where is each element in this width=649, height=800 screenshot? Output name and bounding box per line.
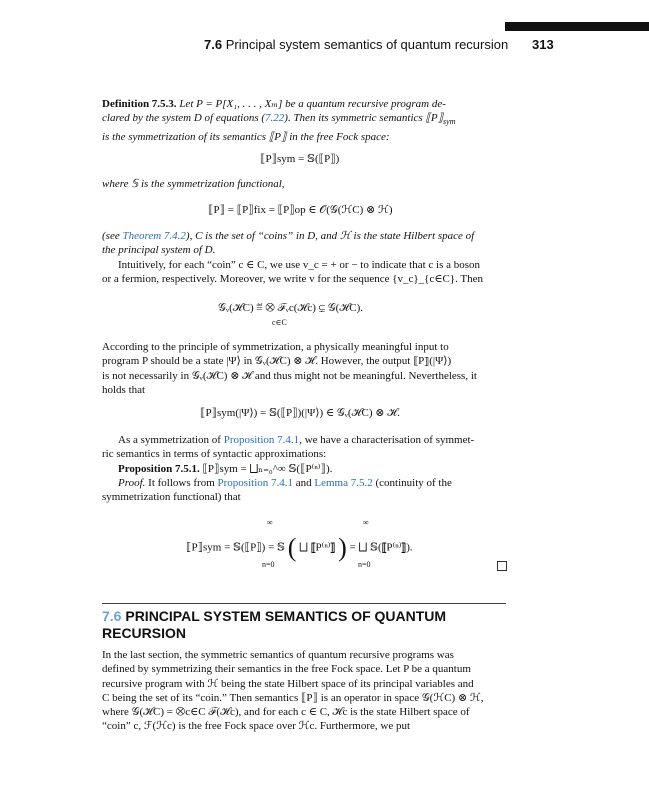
section-title-line1: PRINCIPAL SYSTEM SEMANTICS OF QUANTUM: [125, 608, 447, 624]
proposition-ref-link[interactable]: Proposition 7.4.1: [223, 434, 300, 446]
section-paragraph: [102, 648, 506, 734]
open-paren: (: [287, 533, 297, 562]
last-line1: In the last section, the symmetric semantics of quantum recursive programs was: [102, 649, 454, 661]
section-title-line2: RECURSION: [102, 625, 187, 641]
char-line1b: , we have a characterisation of symmet-: [299, 434, 475, 446]
proof-label: Proof.: [118, 476, 146, 489]
proposition-statement: ⟦P⟧sym = ⨆ₙ₌₀^∞ 𝕊(⟦P⁽ⁿ⁾⟧).: [202, 462, 333, 475]
header-bar: [505, 22, 649, 31]
running-header: [204, 37, 508, 52]
intuition-line2: or a fermion, respectively. Moreover, we write v for the sequence {v_c}_{c∈C}. Then: [102, 273, 483, 286]
section-rule: [102, 603, 506, 604]
proof-text-b: and: [293, 476, 315, 489]
sup-limit-bottom: n=0: [262, 560, 275, 569]
proof-proposition-link[interactable]: Proposition 7.4.1: [217, 476, 293, 489]
page-number: 313: [532, 37, 554, 52]
definition-sym-subscript: sym: [443, 117, 456, 127]
definition-line2b: ). Then its symmetric semantics ⟦P⟧: [284, 112, 444, 125]
last-line6: “coin” c, ℱ(ℋc) is the free Fock space over ℋc. Furthermore, we put: [102, 720, 411, 733]
equation-semantics: ⟦P⟧ = ⟦P⟧fix = ⟦P⟧op ∈ 𝒪(𝒢(ℋC) ⊗ ℋ): [208, 204, 393, 216]
char-line1a: As a symmetrization of: [118, 434, 224, 446]
proof-text-a: It follows from: [145, 476, 218, 489]
sup-limit-top-2: ∞: [363, 518, 369, 527]
sup-limit-bottom-2: n=0: [358, 560, 371, 569]
eq5-inner: ⨆ ⟦P⁽ⁿ⁾⟧: [299, 541, 336, 554]
intuition-paragraph: [102, 258, 506, 287]
header-section-title: Principal system semantics of quantum recursion: [225, 37, 509, 52]
definition-line3: is the symmetrization of its semantics ⟦P⟧ in the free Fock space:: [102, 130, 390, 143]
section-number: 7.6: [102, 608, 122, 624]
definition-block: [102, 97, 506, 144]
characterisation-paragraph: [102, 433, 506, 504]
principle-paragraph: [102, 340, 506, 397]
theorem-ref-link[interactable]: Theorem 7.4.2: [122, 230, 186, 242]
see-theorem-block: [102, 229, 506, 258]
char-line2: ric semantics in terms of syntactic approximations:: [102, 448, 327, 461]
where-symmetrization: where 𝕊 is the symmetrization functional,: [102, 178, 285, 190]
principle-line1: According to the principle of symmetrization, a physically meaningful input to: [102, 341, 449, 353]
qed-box: [497, 561, 507, 571]
last-line3: recursive program with ℋ being the state Hilbert space of its principal variables and: [102, 677, 474, 690]
see-prefix: (see: [102, 230, 123, 242]
proof-text-d: symmetrization functional) that: [102, 491, 241, 504]
see-text: ), C is the set of “coins” in D, and ℋ is the state Hilbert space of: [185, 230, 475, 242]
section-heading: [102, 608, 506, 642]
proof-text-c: (continuity of the: [372, 476, 452, 489]
proposition-label: Proposition 7.5.1.: [118, 462, 200, 475]
definition-line1: Let P = P[X₁, . . . , Xₘ] be a quantum recursive program de-: [179, 98, 446, 110]
last-line5: where 𝒢(ℋC) = ⨂c∈C ℱ(ℋc), and for each c ∈ C, ℋc is the state Hilbert space of: [102, 706, 470, 719]
last-line4: C being the set of its “coin.” Then semantics ⟦P⟧ is an operator in space 𝒢(ℋC) ⊗ ℋ,: [102, 691, 484, 704]
principle-line4: holds that: [102, 383, 146, 396]
equation-output-symmetric: ⟦P⟧sym(|Ψ⟩) = 𝕊(⟦P⟧)(|Ψ⟩) ∈ 𝒢ᵥ(ℋC) ⊗ ℋ.: [200, 407, 400, 419]
lemma-ref-link[interactable]: Lemma 7.5.2: [314, 476, 373, 489]
definition-line2a: clared by the system D of equations (: [102, 112, 266, 125]
eq5-left: ⟦P⟧sym = 𝕊(⟦P⟧) = 𝕊: [186, 541, 285, 554]
equation-symmetric-fock-space: 𝒢ᵥ(ℋC) ≝ ⨂ ℱᵥc(ℋc) ⊊ 𝒢(ℋC).: [218, 302, 364, 314]
equation-symmetric-semantics: ⟦P⟧sym = 𝕊(⟦P⟧): [260, 153, 340, 165]
close-paren: ): [338, 533, 347, 562]
equation-symmetric-limit: [186, 533, 413, 563]
tensor-index: c∈C: [272, 318, 287, 327]
see-text-end: the principal system of D.: [102, 244, 216, 257]
principle-line3: is not necessarily in 𝒢ᵥ(ℋC) ⊗ ℋ and thus might not be meaningful. Nevertheless, it: [102, 369, 477, 382]
equation-ref-link[interactable]: 7.22: [265, 112, 285, 125]
header-section-number: 7.6: [204, 37, 223, 52]
sup-limit-top: ∞: [267, 518, 273, 527]
intuition-line1: Intuitively, for each “coin” c ∈ C, we use v_c = + or − to indicate that c is a boson: [118, 259, 481, 271]
definition-label: Definition 7.5.3.: [102, 98, 177, 110]
principle-line2: program P should be a state |Ψ⟩ in 𝒢ᵥ(ℋC) ⊗ ℋ. However, the output ⟦P⟧(|Ψ⟩): [102, 355, 452, 368]
eq5-right: = ⨆ 𝕊(⟦P⁽ⁿ⁾⟧).: [349, 541, 413, 554]
last-line2: defined by symmetrizing their semantics in the free Fock space. Let P be a quantum: [102, 663, 471, 676]
